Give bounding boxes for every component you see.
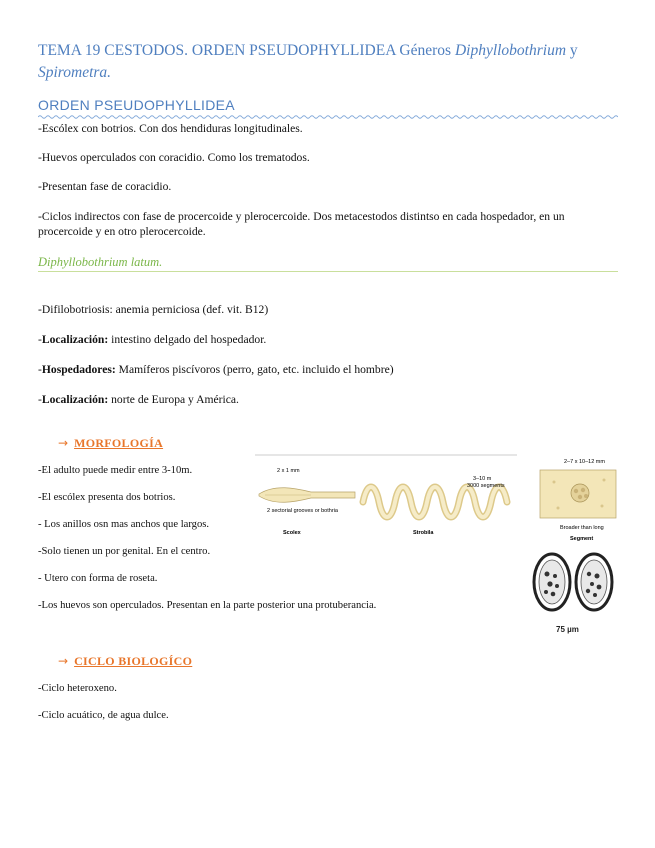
scolex-size-label: 2 x 1 mm (277, 468, 300, 474)
disease-line: -Difilobotriosis: anemia perniciosa (def. vit. B12) (38, 303, 269, 316)
morfologia-item-1: -El adulto puede medir entre 3-10m. (38, 465, 193, 476)
segment-figure (536, 452, 620, 546)
strobila-size-label-2: 3000 segments (467, 483, 505, 489)
order-point-4: -Ciclos indirectos con fase de procercoide y plerocercoide. Dos metacestodos distintso en cada hospedador, en un procercoide y en otro plerocercoide. (38, 210, 565, 238)
order-point-2: -Huevos operculados con coracidio. Como los trematodos. (38, 151, 310, 164)
order-heading: ORDEN PSEUDOPHYLLIDEA (38, 97, 235, 113)
localizacion-line-1: -Localización: intestino delgado del hospedador. (38, 333, 267, 346)
morfologia-heading (58, 436, 163, 451)
morfologia-item-4: -Solo tienen un por genital. En el centro. (38, 546, 211, 557)
order-point-1: -Escólex con botrios. Con dos hendiduras longitudinales. (38, 122, 303, 135)
ciclo-heading (58, 654, 192, 669)
segment-size-label: 2–7 x 10–12 mm (564, 459, 605, 465)
morfologia-item-6: -Los huevos son operculados. Presentan en la parte posterior una protuberancia. (38, 600, 377, 611)
egg-size-label: 75 µm (556, 625, 579, 634)
eggs-figure (530, 546, 622, 638)
strobila-drawing (363, 487, 507, 517)
localizacion-label-1: Localización: (41, 333, 109, 346)
title-genus-2: Spirometra. (38, 64, 112, 81)
page-title (38, 40, 628, 84)
title-main: TEMA 19 CESTODOS. ORDEN PSEUDOPHYLLIDEA Géneros (38, 42, 455, 59)
wavy-underline (38, 114, 618, 120)
hospedadores-label: Hospedadores: (41, 363, 116, 376)
segment-note-label: Broader than long (560, 525, 604, 531)
ciclo-label: CICLO BIOLOGÍCO (74, 654, 193, 668)
ciclo-item-1: -Ciclo heteroxeno. (38, 683, 117, 694)
species-divider (38, 271, 618, 272)
localizacion-text-1: intestino delgado del hospedador. (108, 333, 267, 346)
tapeworm-figure (255, 452, 517, 542)
order-point-3: -Presentan fase de coracidio. (38, 180, 172, 193)
morfologia-item-3: - Los anillos osn mas anchos que largos. (38, 519, 210, 530)
arrow-right-icon: → (58, 436, 69, 450)
strobila-label: Strobila (413, 530, 434, 536)
strobila-size-label-1: 3–10 m (473, 476, 492, 482)
scolex-note-label: 2 sectorial grooves or bothria (267, 508, 338, 514)
localizacion-line-2: -Localización: norte de Europa y América. (38, 393, 239, 406)
title-genus-1: Diphyllobothrium (454, 42, 567, 59)
localizacion-label-2: Localización: (41, 393, 109, 406)
arrow-right-icon: → (58, 654, 69, 668)
hospedadores-line: -Hospedadores: Mamíferos piscívoros (perro, gato, etc. incluido el hombre) (38, 363, 394, 376)
morfologia-item-5: - Utero con forma de roseta. (38, 573, 158, 584)
title-conj: y (566, 42, 578, 59)
segment-label: Segment (570, 536, 594, 542)
species-heading: Diphyllobothrium latum. (38, 255, 163, 269)
morfologia-label: MORFOLOGÍA (74, 436, 164, 450)
hospedadores-text: Mamíferos piscívoros (perro, gato, etc. incluido el hombre) (115, 363, 394, 376)
morfologia-item-2: -El escólex presenta dos botrios. (38, 492, 176, 503)
ciclo-item-2: -Ciclo acuático, de agua dulce. (38, 710, 169, 721)
localizacion-text-2: norte de Europa y América. (108, 393, 239, 406)
scolex-label: Scolex (283, 530, 301, 536)
